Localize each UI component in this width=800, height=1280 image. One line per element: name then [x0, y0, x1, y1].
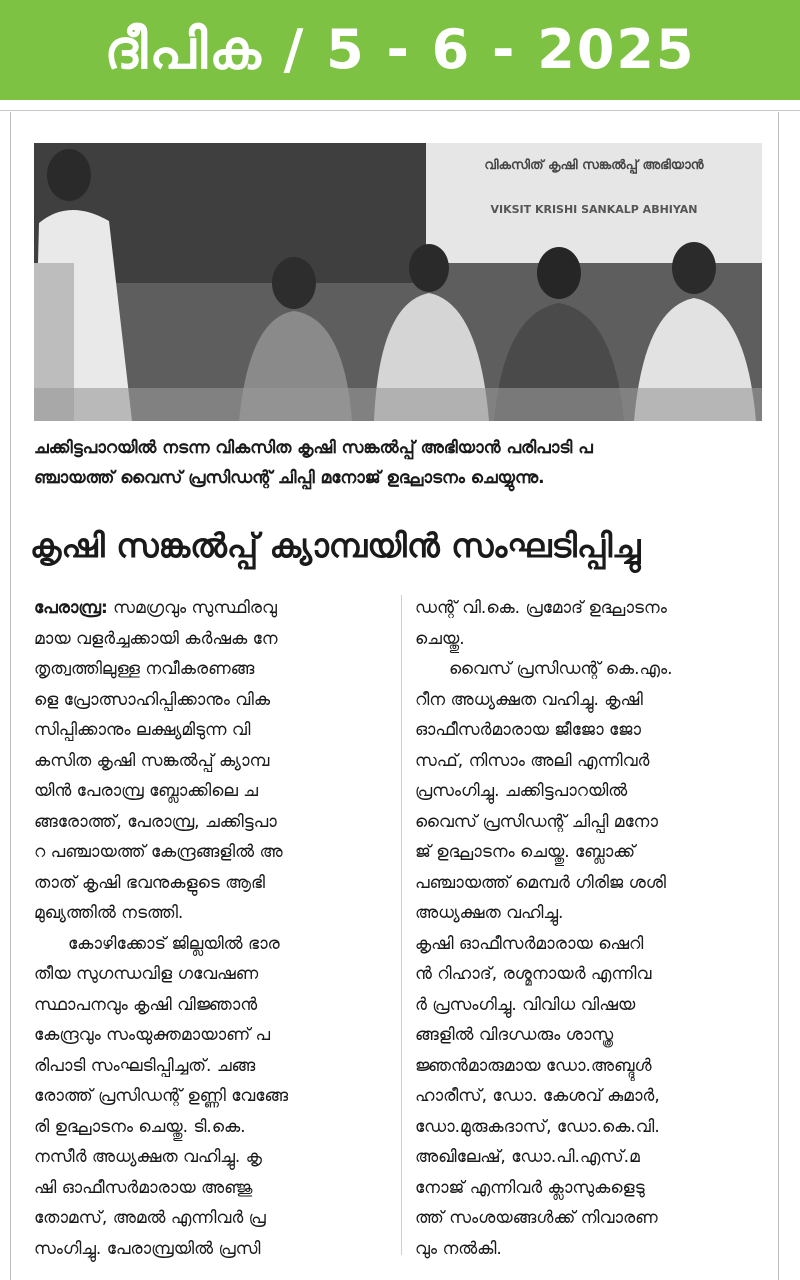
text-line: റ പഞ്ചായത്ത് കേന്ദ്രങ്ങളിൽ അ — [34, 842, 283, 862]
text-line: ളെ പ്രോത്സാഹിപ്പിക്കാനും വിക — [34, 689, 271, 710]
text-line: ൻ റിഹാദ്, രശ്മനായർ എന്നിവ — [415, 964, 652, 984]
text-line: ഡന്റ് വി.കെ. പ്രമോദ് ഉദ്ഘാടനം — [415, 598, 667, 618]
text-line: സിപ്പിക്കാനും ലക്ഷ്യമിടുന്ന വി — [34, 720, 251, 740]
article-headline: കൃഷി സങ്കൽപ്പ് ക്യാമ്പയിൻ സംഘടിപ്പിച്ചു — [30, 526, 641, 565]
text-line — [34, 593, 394, 624]
text-line: തൃത്വത്തിലുള്ള നവീകരണങ്ങ — [34, 659, 255, 679]
text-line: കോഴിക്കോട് ജില്ലയിൽ ഭാര — [68, 933, 280, 954]
text-line: ങ്ങളിൽ വിദഗ്ധരും ശാസ്ത്ര — [415, 1025, 614, 1045]
text-line: താത് കൃഷി ഭവനുകളുടെ ആഭി — [34, 872, 265, 893]
text-line: വൈസ് പ്രസിഡന്റ് കെ.എം. — [449, 659, 673, 679]
text-line: സ്ഥാപനവും കൃഷി വിജ്ഞാൻ — [34, 994, 258, 1015]
text-line: നസീർ അധ്യക്ഷത വഹിച്ചു. കൃ — [34, 1147, 262, 1167]
text-line: രോത്ത് പ്രസിഡന്റ് ഉണ്ണി വേങ്ങേ — [34, 1086, 289, 1106]
text-line: മായ വളർച്ചക്കായി കർഷക നേ — [34, 628, 278, 649]
text-line: സഫ്, നിസാം അലി എന്നിവർ — [415, 750, 650, 771]
text-line: ജ്ഞൻമാരുമായ ഡോ.അബ്ദുൾ — [415, 1055, 652, 1076]
article-column-right — [415, 593, 775, 1264]
date-banner — [0, 0, 800, 100]
dateline: പേരാമ്പ്ര: — [34, 598, 108, 618]
text-line: യിൻ പേരാമ്പ്ര ബ്ലോക്കിലെ ച — [34, 781, 258, 801]
text-line: കസിത കൃഷി സങ്കൽപ്പ് ക്യാമ്പ — [34, 750, 270, 771]
text-line: ഷി ഓഫീസർമാരായ അഞ്ജു — [34, 1177, 253, 1198]
page-right-edge — [778, 112, 779, 1280]
caption-line: ചക്കിട്ടപാറയിൽ നടന്ന വികസിത കൃഷി സങ്കൽപ്പ് അഭിയാൻ പരിപാടി പ — [34, 438, 593, 458]
page-top-rule — [0, 100, 800, 111]
text-line: മുഖ്യത്തിൽ നടത്തി. — [34, 903, 184, 923]
text-line: ഹാരീസ്, ഡോ. കേശവ് കുമാർ, — [415, 1086, 660, 1106]
backdrop-title: വികസിത് കൃഷി സങ്കൽപ്പ് അഭിയാൻ — [484, 158, 704, 173]
text-line-rest: സമഗ്രവും സുസ്ഥിരവു — [107, 598, 277, 618]
text-line: ജ് ഉദ്ഘാടനം ചെയ്തു. ബ്ലോക്ക് — [415, 842, 636, 862]
text-line: കൃഷി ഓഫീസർമാരായ ഷെറി — [415, 933, 644, 954]
text-line: തീയ സുഗന്ധവിള ഗവേഷണ — [34, 964, 259, 984]
text-line: കേന്ദ്രവും സംയുക്തമായാണ് പ — [34, 1025, 271, 1045]
text-line: പ്രസംഗിച്ചു. ചക്കിട്ടപാറയിൽ — [415, 781, 628, 801]
text-line: ഓഫീസർമാരായ ജീജോ ജോ — [415, 720, 641, 740]
text-line: ചെയ്തു. — [415, 628, 465, 649]
text-line: തോമസ്, അമൽ എന്നിവർ പ്ര — [34, 1208, 266, 1228]
photo-caption — [34, 433, 762, 493]
text-line: അഖിലേഷ്, ഡോ.പി.എസ്.മ — [415, 1147, 640, 1167]
text-line: വൈസ് പ്രസിഡന്റ് ചിപ്പി മനോ — [415, 811, 658, 832]
text-line: ങ്ങരോത്ത്, പേരാമ്പ്ര, ചക്കിട്ടപാ — [34, 811, 277, 832]
text-line: സംഗിച്ചു. പേരാമ്പ്രയിൽ പ്രസി — [34, 1238, 261, 1259]
text-line: രിപാടി സംഘടിപ്പിച്ചത്. ചങ്ങ — [34, 1055, 256, 1076]
caption-line: ഞ്ചായത്ത് വൈസ് പ്രസിഡന്റ് ചിപ്പി മനോജ് ഉദ്ഘാടനം ചെയ്യുന്നു. — [34, 468, 545, 488]
news-photo — [34, 143, 762, 421]
column-divider — [401, 595, 402, 1255]
text-line: ത്ത് സംശയങ്ങൾക്ക് നിവാരണ — [415, 1208, 658, 1228]
article-column-left — [34, 593, 394, 1264]
text-line: രി ഉദ്ഘാടനം ചെയ്തു. ടി.കെ. — [34, 1116, 246, 1137]
text-line: റീന അധ്യക്ഷത വഹിച്ചു. കൃഷി — [415, 689, 643, 710]
backdrop-subtitle: VIKSIT KRISHI SANKALP ABHIYAN — [490, 203, 698, 216]
text-line: പഞ്ചായത്ത് മെമ്പർ ഗിരിജ ശശി — [415, 872, 666, 893]
text-line: അധ്യക്ഷത വഹിച്ചു. — [415, 903, 564, 923]
banner-title: ദീപിക / 5 - 6 - 2025 — [104, 18, 696, 81]
page-left-edge — [10, 112, 11, 1280]
text-line: നോജ് എന്നിവർ ക്ലാസുകളെടു — [415, 1177, 645, 1198]
text-line: ഡോ.മുരുകദാസ്, ഡോ.കെ.വി. — [415, 1116, 660, 1137]
text-line: ർ പ്രസംഗിച്ചു. വിവിധ വിഷയ — [415, 994, 636, 1015]
text-line: വും നൽകി. — [415, 1238, 502, 1259]
